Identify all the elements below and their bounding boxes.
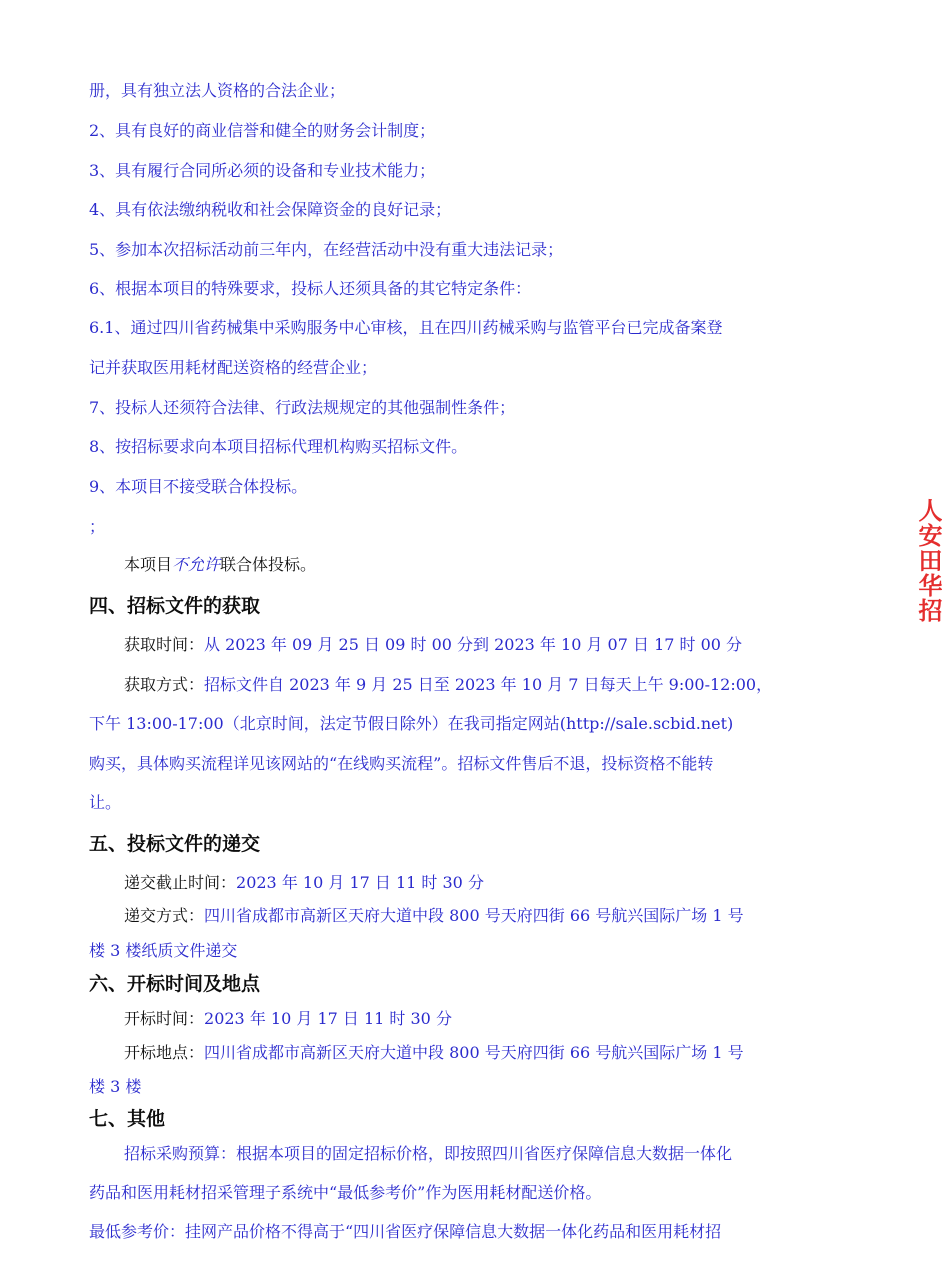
acquire-time-value: 从 2023 年 09 月 25 日 09 时 00 分到 2023 年 10 月 07 日 17 时 00 分: [204, 635, 743, 654]
qualification-line-6: 6、根据本项目的特殊要求，投标人还须具备的其它特定条件：: [89, 279, 532, 298]
qualification-line-1: 册，具有独立法人资格的合法企业；: [89, 81, 346, 100]
red-seal-stamp: 人安田华招: [914, 498, 942, 623]
submission-method-label: 递交方式：: [124, 906, 205, 925]
qualification-line-9: 9、本项目不接受联合体投标。: [89, 477, 308, 496]
qualification-line-6-1-cont: 记并获取医用耗材配送资格的经营企业；: [89, 358, 378, 377]
submission-deadline: [124, 872, 834, 894]
submission-deadline-value: 2023 年 10 月 17 日 11 时 30 分: [236, 873, 484, 892]
consortium-statement: [124, 554, 834, 576]
section-7-heading: 七、其他: [89, 1108, 166, 1130]
qualification-line-2: 2、具有良好的商业信誉和健全的财务会计制度；: [89, 121, 436, 140]
acquire-time-label: 获取时间：: [124, 635, 205, 654]
acquire-method-label: 获取方式：: [124, 675, 205, 694]
acquire-time: [124, 634, 834, 656]
section-4-heading: 四、招标文件的获取: [89, 595, 261, 617]
opening-place-label: 开标地点：: [124, 1043, 205, 1062]
opening-time-label: 开标时间：: [124, 1009, 205, 1028]
reference-price-line-1: 最低参考价：挂网产品价格不得高于“四川省医疗保障信息大数据一体化药品和医用耗材招: [89, 1222, 722, 1241]
acquire-method-line-4: 让。: [89, 793, 122, 812]
opening-place-line-1: 四川省成都市高新区天府大道中段 800 号天府四街 66 号航兴国际广场 1 号: [204, 1043, 744, 1062]
acquire-method-line-1: 招标文件自 2023 年 9 月 25 日至 2023 年 10 月 7 日每天上午 9:00-12:00，: [204, 675, 773, 694]
qualification-line-3: 3、具有履行合同所必须的设备和专业技术能力；: [89, 161, 436, 180]
submission-deadline-label: 递交截止时间：: [124, 873, 237, 892]
opening-time-value: 2023 年 10 月 17 日 11 时 30 分: [204, 1009, 452, 1028]
consortium-suffix: 联合体投标。: [220, 555, 317, 574]
qualification-line-5: 5、参加本次招标活动前三年内，在经营活动中没有重大违法记录；: [89, 240, 564, 259]
acquire-method-line-3: 购买，具体购买流程详见该网站的“在线购买流程”。招标文件售后不退，投标资格不能转: [89, 754, 714, 773]
qualification-line-6-1: 6.1、通过四川省药械集中采购服务中心审核，且在四川药械采购与监管平台已完成备案登: [89, 318, 723, 337]
qualification-line-7: 7、投标人还须符合法律、行政法规规定的其他强制性条件；: [89, 398, 516, 417]
submission-method-line-1: 四川省成都市高新区天府大道中段 800 号天府四街 66 号航兴国际广场 1 号: [204, 906, 744, 925]
budget-line-2: 药品和医用耗材招采管理子系统中“最低参考价”作为医用耗材配送价格。: [89, 1183, 602, 1202]
acquire-method: [124, 674, 834, 696]
semicolon-line: ；: [89, 517, 106, 536]
submission-method-line-2: 楼 3 楼纸质文件递交: [89, 941, 238, 960]
opening-place: [124, 1042, 834, 1064]
budget-line-1: 招标采购预算：根据本项目的固定招标价格，即按照四川省医疗保障信息大数据一体化: [124, 1144, 733, 1163]
consortium-value: 不允许: [172, 555, 221, 574]
opening-time: [124, 1008, 834, 1030]
section-5-heading: 五、投标文件的递交: [89, 833, 261, 855]
qualification-line-4: 4、具有依法缴纳税收和社会保障资金的良好记录；: [89, 200, 452, 219]
submission-method: [124, 905, 834, 927]
section-6-heading: 六、开标时间及地点: [89, 973, 261, 995]
acquire-method-line-2: 下午 13:00-17:00（北京时间，法定节假日除外）在我司指定网站(http://sale.scbid.net): [89, 714, 734, 733]
opening-place-line-2: 楼 3 楼: [89, 1077, 142, 1096]
consortium-prefix: 本项目: [124, 555, 173, 574]
qualification-line-8: 8、按招标要求向本项目招标代理机构购买招标文件。: [89, 437, 468, 456]
